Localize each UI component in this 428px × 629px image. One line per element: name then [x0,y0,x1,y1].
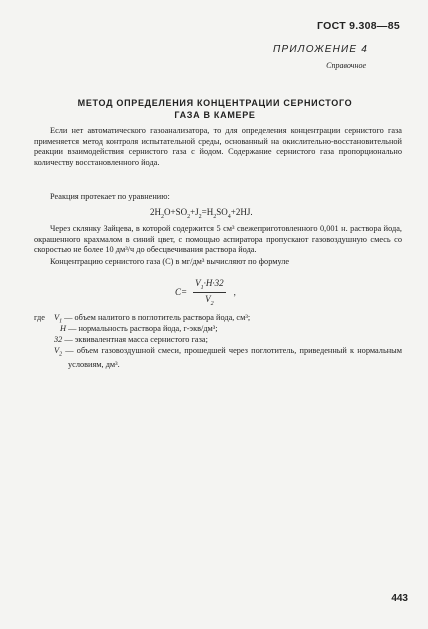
definition-v2: $V_2$ — объем газовоздушной смеси, прошедшей через поглотитель, приведенный к нормальным условиям, дм³. [54,346,402,370]
definition-32: 32 — эквивалентная масса сернистого газа; [54,335,208,344]
formula-comma: , [233,287,236,298]
concentration-formula [175,278,236,307]
definition-intro: где [34,313,45,322]
appendix-subtitle: Справочное [326,61,366,70]
section-title-line2: ГАЗА В КАМЕРЕ [174,110,256,120]
gost-header: ГОСТ 9.308—85 [317,20,400,32]
paragraph-reaction-intro: Реакция протекает по уравнению: [50,192,170,201]
section-title-line1: МЕТОД ОПРЕДЕЛЕНИЯ КОНЦЕНТРАЦИИ СЕРНИСТОГО [77,98,353,108]
formula-denominator: $V_2$ [205,293,214,307]
definition-h: H — нормальность раствора йода, г-экв/дм³; [60,324,218,333]
paragraph-formula-intro: Концентрацию сернистого газа (C) в мг/дм³ вычисляют по формуле [50,257,290,266]
page-number: 443 [391,593,408,604]
reaction-equation: $2H_2O+SO_2+J_2=H_2SO_4+2HJ$. [150,207,253,220]
section-title [60,97,370,121]
formula-lhs: C= [175,287,188,298]
formula-numerator: $V_1\cdot H\cdot 32$ [195,278,224,291]
paragraph-procedure: Через склянку Зайцева, в которой содержится 5 см³ свежеприготовленного 0,001 н. раствора йода, окрашенного крахмалом в синий цвет, с помощью аспиратора пропускают газовоздушную смесь со скоростью не более 10 дм³/ч до обесцвечивания раствора йода. [34,224,402,255]
definition-v1: $V_1$ — объем налитого в поглотитель раствора йода, см³; [54,313,251,325]
appendix-title: ПРИЛОЖЕНИЕ 4 [273,44,368,55]
paragraph-method: Если нет автоматического газоанализатора, то для определения концентрации сернистого газа применяется метод контроля испытательной среды, основанный на окислительно-восстановительной реакции взаимодействия сернистого газа с йодом. Содержание сернистого газа пропорционально количеству восстановленного йода. [34,126,402,167]
formula-fraction [193,278,226,307]
